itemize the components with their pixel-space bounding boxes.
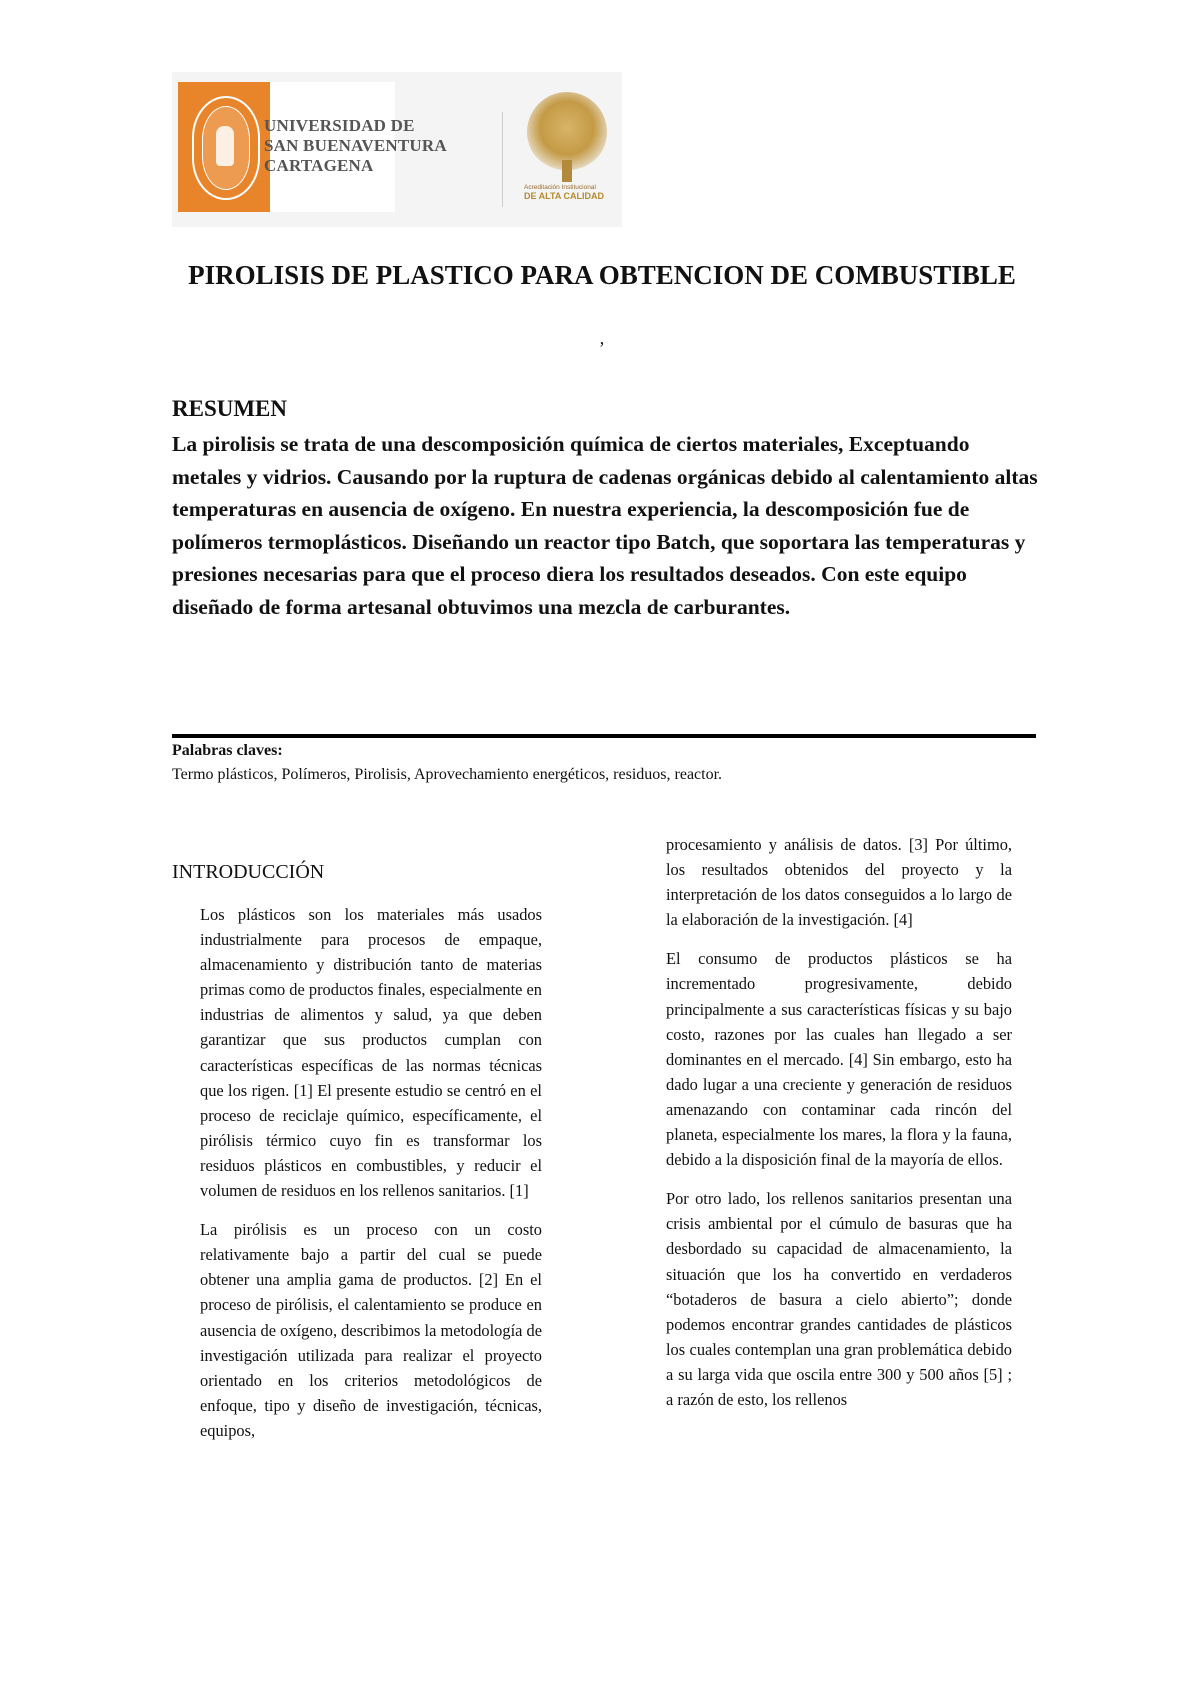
university-name-line-2: SAN BUENAVENTURA bbox=[264, 136, 447, 155]
university-name-line-3: CARTAGENA bbox=[264, 156, 374, 175]
accreditation-text bbox=[524, 184, 610, 200]
accreditation-small: Acreditación Institucional bbox=[524, 184, 596, 191]
university-seal-icon bbox=[192, 96, 260, 200]
introduction-heading: INTRODUCCIÓN bbox=[172, 861, 325, 883]
right-paragraph-1: procesamiento y análisis de datos. [3] Por último, los resultados obtenidos del proyecto y la interpretación de los datos conseguidos a lo largo de la elaboración de la investigación. [4] bbox=[666, 835, 1012, 930]
left-paragraph-1: Los plásticos son los materiales más usados industrialmente para procesos de empaque, almacenamiento y distribución tanto de materias primas como de productos finales, especialmente en industrias de alimentos y salud, ya que deben garantizar que sus productos cumplan con características específicas de las normas técnicas que los rigen. [1] El presente estudio se centró en el proceso de reciclaje químico, específicamente, el pirólisis térmico cuyo fin es transformar los residuos plásticos en combustibles, y reducir el volumen de residuos en los rellenos sanitarios. [1] bbox=[200, 905, 542, 1201]
left-paragraph-2: La pirólisis es un proceso con un costo relativamente bajo a partir del cual se puede obtener una amplia gama de productos. [2] En el proceso de pirólisis, el calentamiento se produce en ausencia de oxígeno, describimos la metodología de investigación utilizada para realizar el proyecto orientado en los criterios metodológicos de enfoque, tipo y diseño de investigación, técnicas, equipos, bbox=[200, 1220, 542, 1440]
abstract-heading: RESUMEN bbox=[172, 396, 288, 421]
section-divider bbox=[172, 734, 1036, 738]
right-paragraph-2: El consumo de productos plásticos se ha incrementado progresivamente, debido principalmente a sus características físicas y su bajo costo, razones por las cuales han llegado a ser dominantes en el mercado. [4] Sin embargo, esto ha dado lugar a una creciente y generación de residuos amenazando con contaminar cada rincón del planeta, especialmente los mares, la flora y la fauna, debido a la disposición final de la mayoría de ellos. bbox=[666, 949, 1012, 1170]
keywords-heading: Palabras claves: bbox=[172, 742, 283, 759]
university-name bbox=[264, 116, 494, 176]
right-paragraph-3: Por otro lado, los rellenos sanitarios presentan una crisis ambiental por el cúmulo de basuras que ha desbordado su capacidad de almacenamiento, la situación que los ha convertido en verdaderos “botaderos de basura a cielo abierto”; donde podemos encontrar grandes cantidades de plásticos los cuales contemplan una gran problemática debido a su larga vida que oscila entre 300 y 500 años [5] ; a razón de esto, los rellenos bbox=[666, 1189, 1012, 1409]
tree-trunk-icon bbox=[562, 160, 572, 182]
keywords-text: Termo plásticos, Polímeros, Pirolisis, Aprovechamiento energéticos, residuos, reactor. bbox=[172, 766, 723, 783]
abstract-text: La pirolisis se trata de una descomposición química de ciertos materiales, Exceptuando metales y vidrios. Causando por la ruptura de cadenas orgánicas debido al calentamiento altas temperaturas en ausencia de oxígeno. En nuestra experiencia, la descomposición fue de polímeros termoplásticos. Diseñando un reactor tipo Batch, que soportara las temperaturas y presiones necesarias para que el proceso diera los resultados deseados. Con este equipo diseñado de forma artesanal obtuvimos una mezcla de carburantes. bbox=[172, 432, 1038, 619]
university-logo bbox=[172, 72, 622, 227]
accreditation-big: DE ALTA CALIDAD bbox=[524, 191, 604, 201]
seal-figure-icon bbox=[216, 126, 234, 166]
paper-title: PIROLISIS DE PLASTICO PARA OBTENCION DE COMBUSTIBLE bbox=[188, 260, 1016, 290]
right-column bbox=[666, 832, 1012, 1426]
logo-orange-panel bbox=[178, 82, 270, 212]
left-column bbox=[200, 902, 542, 1457]
title-mark: , bbox=[599, 328, 605, 348]
logo-divider bbox=[502, 112, 503, 207]
university-name-line-1: UNIVERSIDAD DE bbox=[264, 116, 415, 135]
